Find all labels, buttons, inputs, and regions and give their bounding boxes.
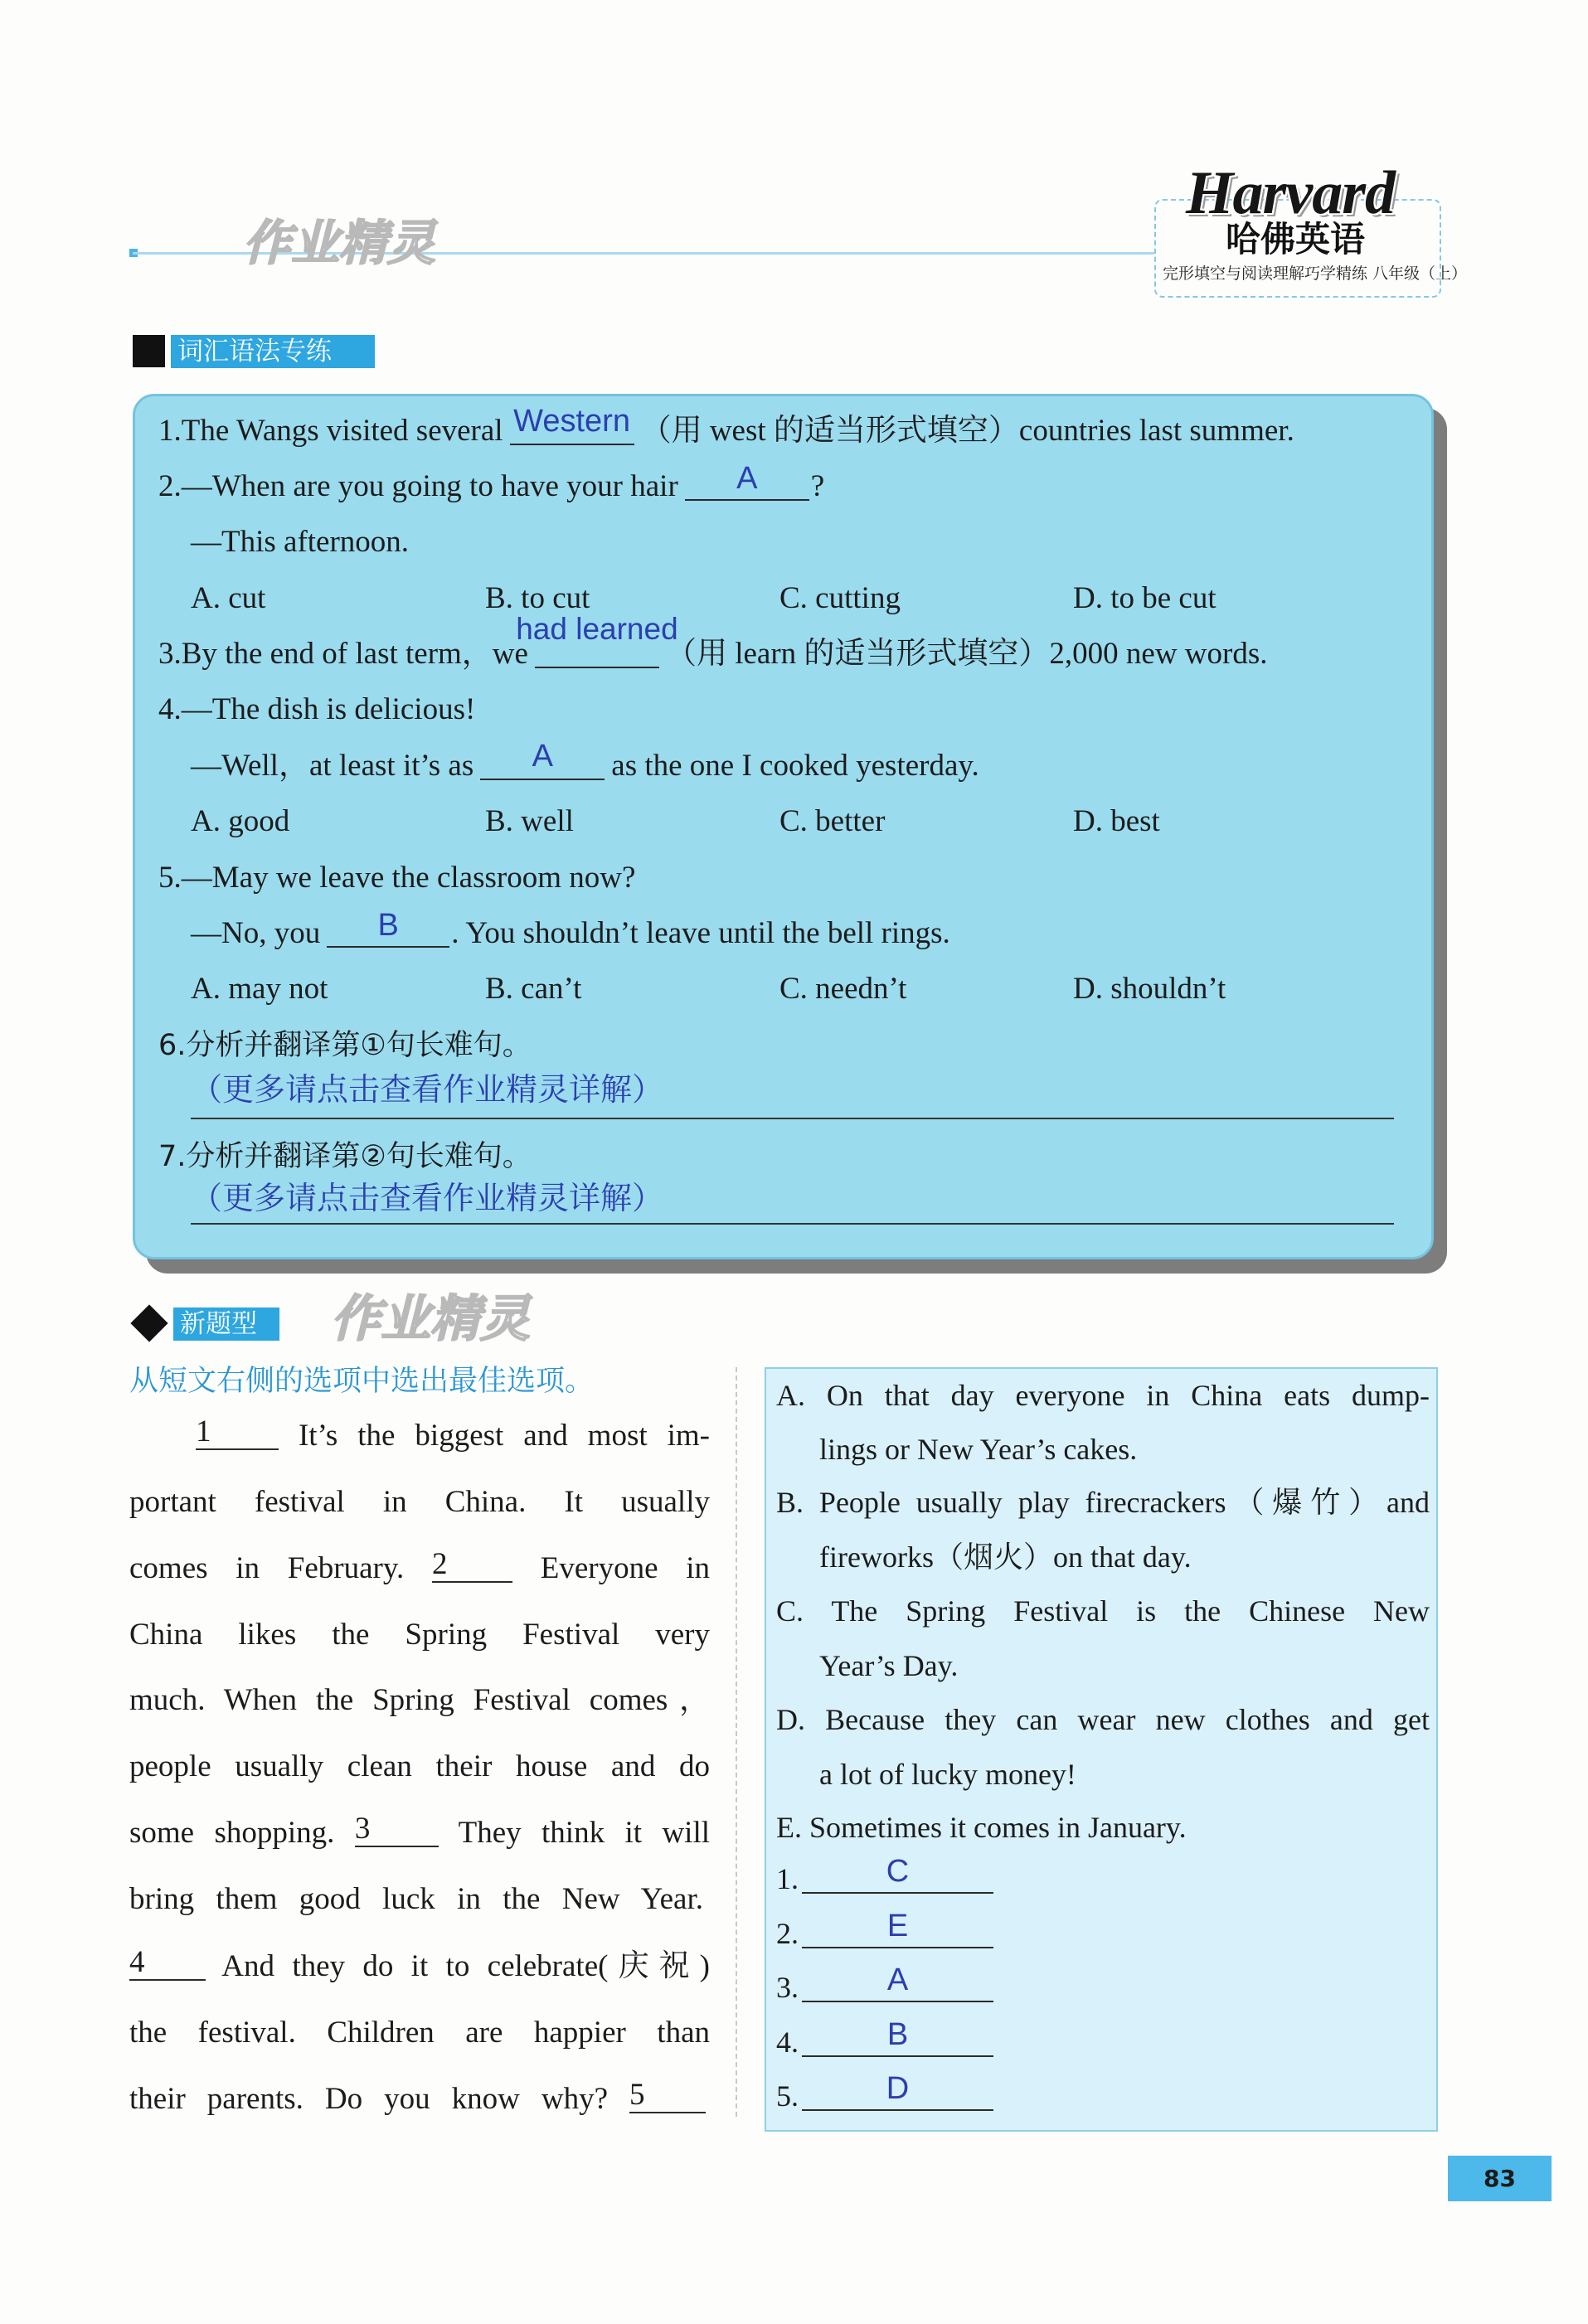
question-2-reply: —This afternoon. [191,525,410,559]
header-watermark: 作业精灵 [243,215,436,271]
question-4-answer: A [532,739,553,774]
passage-line-10: the festival. Children are happier than [129,2016,710,2050]
answer-5-number: 5. [776,2079,799,2113]
question-2-option-a: A. cut [191,581,266,615]
question-2-option-b: B. to cut [485,581,590,615]
question-7-answer-line [191,1223,1394,1225]
question-2-answer: A [736,461,758,496]
passage-blank-5-number: 5 [629,2081,645,2112]
option-d-line-2: a lot of lucky money! [819,1758,1076,1791]
question-2-text: 2.—When are you going to have your hair [158,469,678,503]
question-4-prompt: 4.—The dish is delicious! [158,692,476,726]
answer-2-number: 2. [776,1917,799,1950]
section-watermark: 作业精灵 [331,1290,530,1348]
question-4-blank [480,739,605,780]
passage-line-7 [129,1815,710,1851]
passage-line-2: portant festival in China. It usually [129,1485,710,1519]
passage-line-9-text: And they do it to celebrate(庆祝) [221,1949,710,1983]
passage-blank-3-number: 3 [354,1815,371,1846]
question-5-option-c: C. needn’t [779,972,907,1006]
answer-2-blank [802,1909,993,1948]
answer-5-blank [802,2071,993,2111]
passage-line-3-before: comes in February. [129,1551,405,1585]
question-1-text: 1.The Wangs visited several [158,414,503,448]
passage-line-5: much. When the Spring Festival comes， [129,1683,710,1717]
question-4-option-c: C. better [779,804,886,838]
question-5-text-after: . You shouldn’t leave until the bell rings. [451,916,950,950]
answer-row-2 [776,1909,993,1952]
question-3 [158,612,1268,672]
question-3-text: 3.By the end of last term，we [158,637,528,671]
passage-line-3-after: Everyone in [540,1551,710,1585]
question-2-option-d: D. to be cut [1073,581,1216,615]
option-a-line-2: lings or New Year’s cakes. [819,1433,1138,1466]
option-b-line-1: B. People usually play firecrackers（爆竹）and [776,1486,1430,1519]
passage-blank-2 [432,1551,512,1583]
question-2-option-c: C. cutting [779,581,901,615]
answer-row-3 [776,1963,993,2006]
options-box [765,1367,1438,2132]
question-1-blank [510,404,634,445]
question-2-blank [685,461,809,501]
section-title-vocab: 词汇语法专练 [171,335,375,368]
option-c-line-1: C. The Spring Festival is the Chinese New [776,1594,1430,1628]
passage-line-7-before: some shopping. [129,1816,335,1850]
passage-blank-1 [196,1419,279,1450]
question-5-option-b: B. can’t [485,972,582,1006]
answer-4-number: 4. [776,2026,799,2059]
question-6-answer-line [191,1118,1394,1119]
answer-3-value: A [886,1963,909,1997]
question-2-text-after: ? [810,469,825,503]
answer-2-value: E [886,1909,909,1943]
logo-chinese-title: 哈佛英语 [1226,219,1366,260]
option-d-line-1: D. Because they can wear new clothes and get [776,1703,1430,1736]
question-4-option-b: B. well [485,804,574,838]
question-5-answer: B [377,908,399,943]
question-5-prompt: 5.—May we leave the classroom now? [158,861,636,895]
passage-blank-4 [129,1949,206,1981]
question-4 [191,739,979,784]
instruction-text: 从短文右侧的选项中选出最佳选项。 [129,1365,595,1398]
answer-row-5 [776,2071,993,2114]
question-7-prompt: 7.分析并翻译第②句长难句。 [158,1140,532,1173]
passage-line-6: people usually clean their house and do [129,1749,710,1783]
section-marker-square [133,335,165,367]
passage-line-4: China likes the Spring Festival very [129,1618,710,1652]
question-3-answer: had learned [516,612,678,646]
book-subtitle: 完形填空与阅读理解巧学精练 八年级（上） [1163,264,1468,283]
answer-1-number: 1. [776,1862,799,1895]
question-7-answer-link[interactable]: （更多请点击查看作业精灵详解） [191,1180,664,1216]
section-title-new-type: 新题型 [173,1308,279,1341]
passage-blank-4-number: 4 [129,1948,145,1979]
question-1-text-after: （用 west 的适当形式填空）countries last summer. [640,414,1294,448]
passage-blank-1-number: 1 [196,1418,211,1448]
question-4-option-d: D. best [1073,804,1160,838]
question-6-prompt: 6.分析并翻译第①句长难句。 [158,1029,532,1062]
passage-blank-2-number: 2 [431,1550,448,1581]
option-e-line-1: E. Sometimes it comes in January. [776,1811,1187,1844]
column-divider [736,1367,737,2117]
answer-5-value: D [886,2071,910,2106]
passage-line-1 [196,1418,710,1454]
question-5-blank [327,908,449,948]
option-b-line-2: fireworks（烟火）on that day. [819,1540,1192,1574]
option-c-line-2: Year’s Day. [819,1649,959,1682]
answer-3-number: 3. [776,1971,799,2004]
answer-3-blank [802,1963,993,2002]
answer-4-value: B [886,2017,909,2052]
logo-harvard: Harvard [1186,159,1395,227]
section-marker-diamond [130,1304,168,1342]
answer-4-blank [802,2017,993,2057]
question-5 [191,908,950,952]
question-6-answer-link[interactable]: （更多请点击查看作业精灵详解） [191,1071,664,1108]
question-4-text-after: as the one I cooked yesterday. [611,749,979,783]
page-number: 83 [1448,2156,1552,2201]
option-a-line-1: A. On that day everyone in China eats dump- [776,1379,1430,1412]
passage-line-8: bring them good luck in the New Year. [129,1882,703,1916]
passage-line-3 [129,1550,710,1587]
passage-line-9 [129,1948,710,1985]
question-4-text: —Well，at least it’s as [191,749,474,783]
question-4-option-a: A. good [191,804,290,838]
question-5-option-d: D. shouldn’t [1073,972,1226,1006]
answer-1-blank [802,1854,993,1894]
passage-line-1-text: It’s the biggest and most im- [298,1419,710,1453]
question-3-blank [516,612,678,668]
passage-line-7-after: They think it will [458,1816,710,1850]
answer-1-value: C [886,1854,910,1889]
question-5-text: —No, you [191,916,321,950]
answer-row-1 [776,1854,993,1897]
passage-blank-5 [629,2082,706,2113]
passage-line-11-before: their parents. Do you know why? [129,2082,608,2116]
passage-line-11 [129,2081,706,2118]
answer-row-4 [776,2017,993,2060]
question-1-answer: Western [513,404,630,439]
question-1 [158,404,1294,449]
question-2 [158,461,825,505]
passage-blank-3 [355,1816,439,1847]
question-5-option-a: A. may not [191,972,328,1006]
question-3-text-after: （用 learn 的适当形式填空）2,000 new words. [665,637,1268,671]
